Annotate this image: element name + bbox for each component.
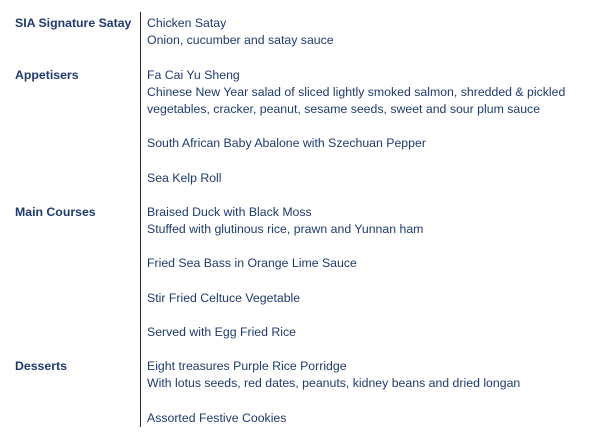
dish-name: Eight treasures Purple Rice Porridge xyxy=(147,359,347,373)
dish-name: South African Baby Abalone with Szechuan Pepper xyxy=(147,136,426,150)
category-desserts: Desserts xyxy=(15,359,67,373)
dish-name: Fried Sea Bass in Orange Lime Sauce xyxy=(147,256,357,270)
dish-description: Chinese New Year salad of sliced lightly smoked salmon, shredded & pickled xyxy=(147,85,566,99)
dish-description: Stuffed with glutinous rice, prawn and Yunnan ham xyxy=(147,222,424,236)
dish-name: Served with Egg Fried Rice xyxy=(147,325,296,339)
category-sia-signature-satay: SIA Signature Satay xyxy=(15,16,132,30)
dish-name: Braised Duck with Black Moss xyxy=(147,205,312,219)
category-main-courses: Main Courses xyxy=(15,205,96,219)
dish-name: Fa Cai Yu Sheng xyxy=(147,68,240,82)
dish-name: Chicken Satay xyxy=(147,16,227,30)
dish-description: vegetables, cracker, peanut, sesame seeds, sweet and sour plum sauce xyxy=(147,102,541,116)
dish-name: Assorted Festive Cookies xyxy=(147,411,287,425)
dish-name: Sea Kelp Roll xyxy=(147,171,222,185)
vertical-divider xyxy=(140,12,141,427)
dish-description: Onion, cucumber and satay sauce xyxy=(147,33,334,47)
category-appetisers: Appetisers xyxy=(15,68,79,82)
dish-description: With lotus seeds, red dates, peanuts, kidney beans and dried longan xyxy=(147,376,521,390)
dish-name: Stir Fried Celtuce Vegetable xyxy=(147,291,301,305)
